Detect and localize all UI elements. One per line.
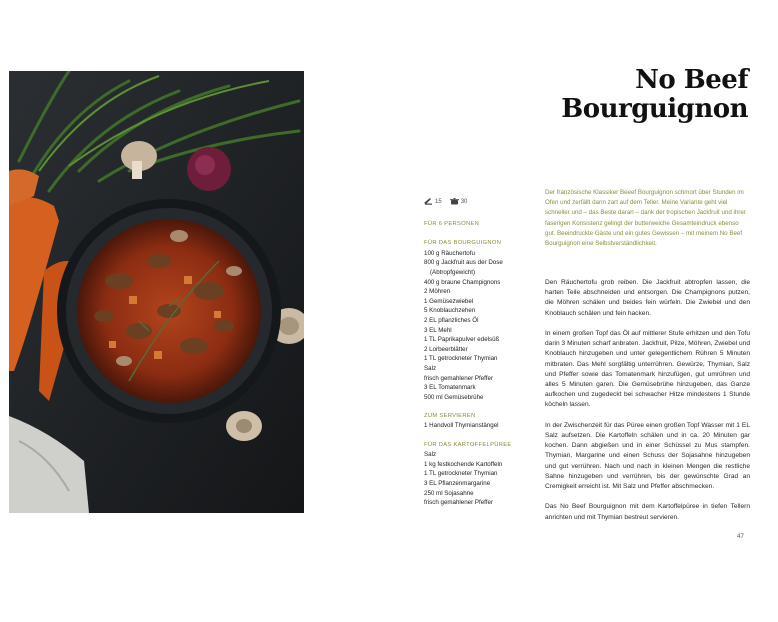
ingredient: 1 Gemüsezwiebel <box>424 297 474 305</box>
cook-time-value: 30 <box>460 198 468 205</box>
ingredient: 3 EL Pflanzenmargarine <box>424 480 491 488</box>
ingredient: 1 TL Paprikapulver edelsüß <box>424 336 500 344</box>
step-paragraph: Den Räuchertofu grob reiben. Die Jackfruit abtropfen lassen, die harten Teile abschneiden und entsorgen. Die Champignons putzen, die Möhren schälen und beides fein würfeln. Die Zwiebel und den Knoblauch schälen und fein hacken. <box>545 279 750 317</box>
prep-time-value: 15 <box>435 198 442 205</box>
prep-time <box>424 198 442 205</box>
section-heading: ZUM SERVIEREN <box>424 412 476 419</box>
cook-time <box>450 198 468 205</box>
step-paragraph: In der Zwischenzeit für das Püree einen großen Topf Wasser mit 1 EL Salz aufsetzen. Die Kartoffeln schälen und in ca. 20 Minuten gar kochen. Dann abgießen und in einer Schüssel zu Mus stampfen. Thymian, Margarine und einen Schuss der Sojasahne hinzugeben und gut verrühren. Nach und nach in kleinen Mengen die restliche Sahne hinzugeben und verrühren, bis der gewünschte Grad an Cremigkeit erreicht ist. Mit Salz und Pfeffer abschmecken. <box>545 421 750 491</box>
ingredient: 5 Knoblauchzehen <box>424 307 476 315</box>
ingredient: 2 Möhren <box>424 288 451 296</box>
serves: FÜR 6 PERSONEN <box>424 221 480 227</box>
ingredient: 2 EL pflanzliches Öl <box>424 316 479 324</box>
ingredient: 3 EL Tomatenmark <box>424 384 476 392</box>
ingredient: 1 TL getrockneter Thymian <box>424 470 498 478</box>
step-paragraph: Das No Beef Bourguignon mit dem Kartoffelpüree in tiefen Tellern anrichten und mit Thymian bestreut servieren. <box>545 503 750 521</box>
ingredient: 400 g braune Champignons <box>424 278 501 286</box>
ingredient: 500 ml Gemüsebrühe <box>424 393 484 401</box>
recipe-steps <box>545 278 750 533</box>
title-line-1: No Beef <box>635 65 748 95</box>
ingredient: 800 g Jackfruit aus der Dose <box>424 259 503 267</box>
ingredient: 1 TL getrockneter Thymian <box>424 355 498 363</box>
section-heading: FÜR DAS BOURGUIGNON <box>424 240 502 247</box>
ingredient: 1 Handvoll Thymianstängel <box>424 422 499 430</box>
ingredient: frisch gemahlener Pfeffer <box>424 374 494 382</box>
knife-board-icon <box>424 198 433 205</box>
title-line-2: Bourguignon <box>561 94 748 124</box>
ingredient: frisch gemahlener Pfeffer <box>424 499 494 507</box>
ingredient: 100 g Räuchertofu <box>424 249 475 257</box>
ingredient: 2 Lorbeerblätter <box>424 345 468 353</box>
ingredient: 250 ml Sojasahne <box>424 489 474 497</box>
ingredients <box>424 220 534 508</box>
step-paragraph: In einem großen Topf das Öl auf mittlerer Stufe erhitzen und den Tofu darin 3 Minuten scharf anbraten. Jackfruit, Pilze, Möhren, Zwiebel und Knoblauch hinzugeben und unter gelegentlichem Rühren 5 Minuten mitbraten. Das Mehl sorgfältig unterrühren. Gewürze, Thymian, Salz und Pfeffer sowie das Tomatenmark hinzufügen, gut umrühren und alles 5 Minuten garen. Die Gemüsebrühe hinzugeben, das Ganze aufkochen und zugedeckt bei schwacher Hitze mindestens 1 Stunde köcheln lassen. <box>545 330 750 409</box>
ingredient: (Abtropfgewicht) <box>430 268 476 276</box>
recipe-title <box>561 66 748 124</box>
recipe-intro: Der französische Klassiker Beeef Bourguignon schmort über Stunden im Ofen und zerfällt dann zart auf dem Teller. Meine Variante geht viel schneller und – das Beste daran – dank der tropischen Jackfruit und ihrer faserigen Konsistenz gelingt der butterweiche Gesamteindruck ebenso gut. Beeindruckte Gäste und ein gutes Gewissen – mit meinem No Beef Bourguignon eine Selbstverständlichkeit. <box>545 189 746 248</box>
ingredient: 1 kg festkochende Kartoffeln <box>424 460 503 468</box>
dish-photo <box>9 71 304 513</box>
pot-icon <box>450 198 459 205</box>
ingredient: Salz <box>424 451 437 459</box>
ingredient: Salz <box>424 364 437 372</box>
recipe-meta <box>424 198 467 205</box>
section-heading: FÜR DAS KARTOFFELPÜREE <box>424 441 512 448</box>
ingredient: 3 EL Mehl <box>424 326 452 334</box>
page-number: 47 <box>737 533 744 540</box>
